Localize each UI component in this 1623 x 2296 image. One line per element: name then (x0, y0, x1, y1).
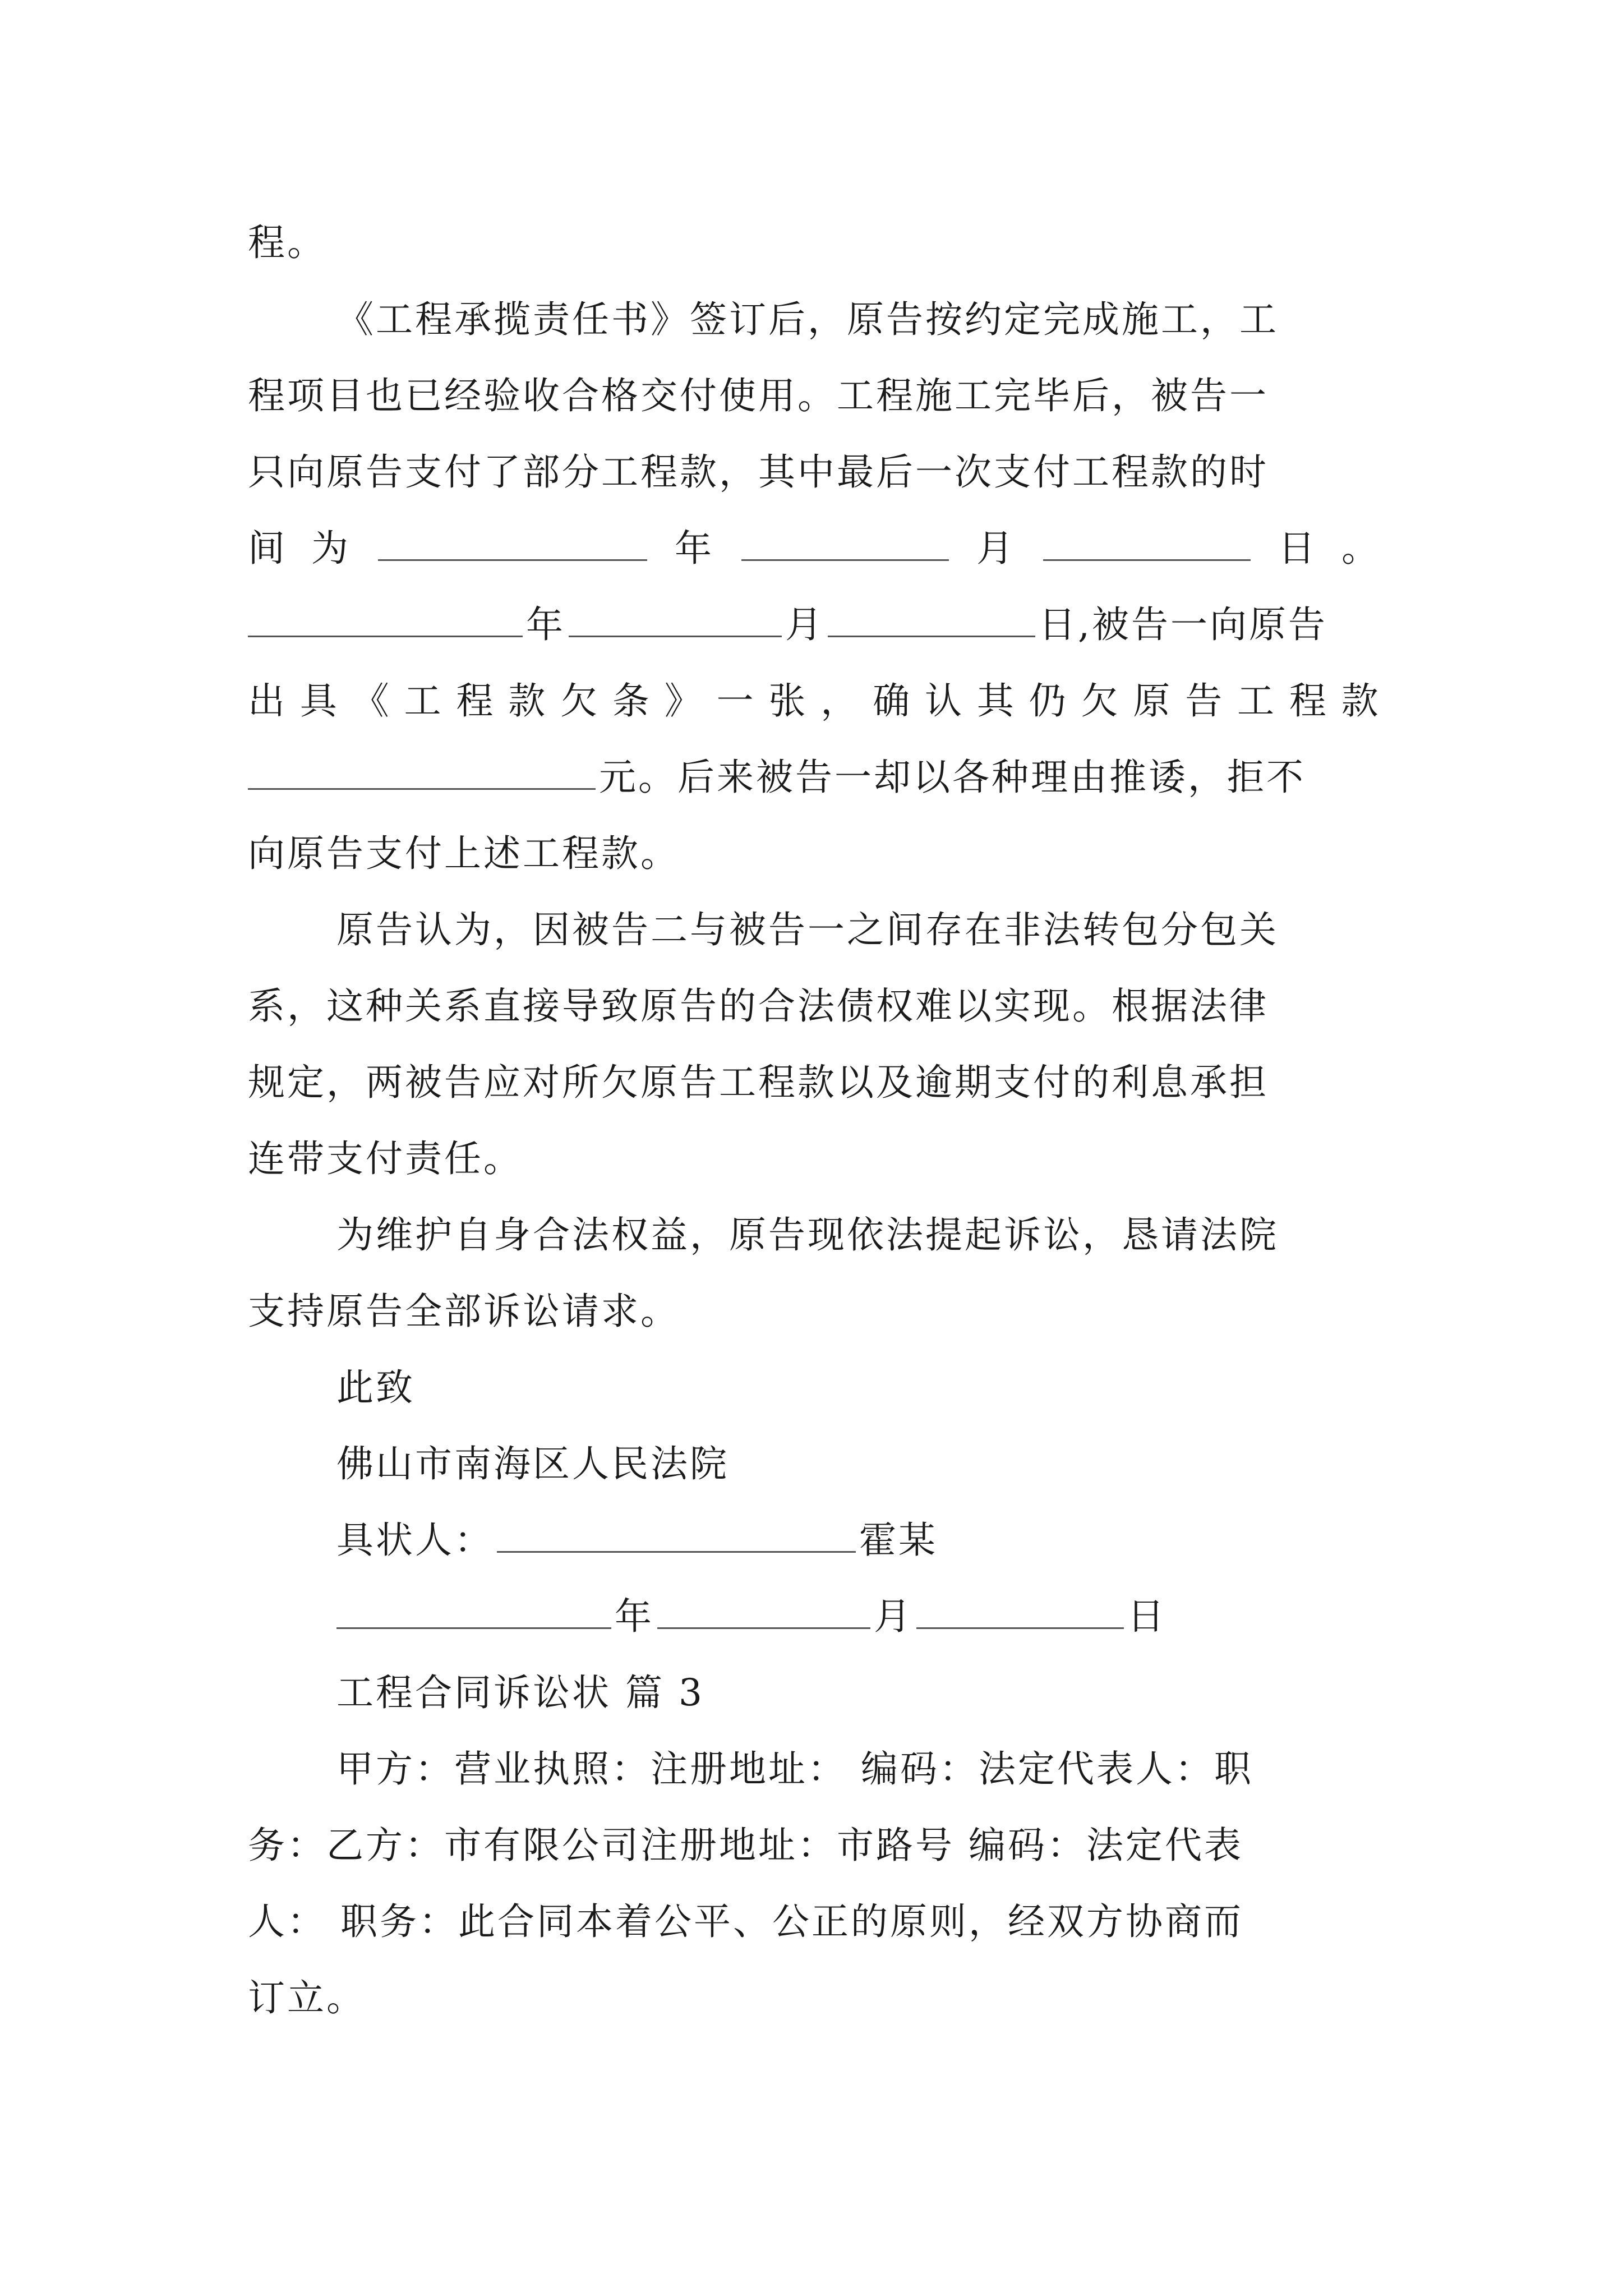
text-line-8 (248, 738, 1381, 817)
text: 为 (311, 527, 351, 570)
char: 条 (612, 679, 652, 723)
text-line-1 (248, 204, 1381, 282)
char: ， (820, 679, 860, 723)
text: 具状人： (336, 1519, 494, 1562)
text: 日 (1278, 527, 1317, 570)
text-line-10 (248, 891, 1381, 969)
text-line-15 (248, 1272, 1381, 1351)
text-line-19 (248, 1577, 1381, 1656)
char: 程 (456, 679, 496, 723)
text-line-23 (248, 1883, 1381, 1961)
char: 程 (1289, 679, 1329, 723)
text: 月 (874, 1595, 913, 1638)
text-line-21 (248, 1730, 1381, 1809)
section-heading: 工程合同诉讼状 篇 3 (336, 1671, 704, 1714)
text: 日 (1127, 1595, 1166, 1638)
char: 款 (508, 679, 548, 723)
text: 程。 (248, 221, 326, 264)
text: 程项目也已经验收合格交付使用。工程施工完毕后，被告一 (248, 374, 1269, 417)
text: 月 (976, 527, 1016, 570)
char: 款 (1341, 679, 1381, 723)
text: 年 (615, 1595, 654, 1638)
blank-field (569, 599, 782, 637)
text-line-14 (248, 1196, 1381, 1274)
char: 欠 (560, 679, 600, 723)
text: 霍某 (859, 1519, 938, 1562)
text: 连带支付责任。 (248, 1137, 523, 1180)
text: 月 (785, 603, 824, 646)
char: 欠 (1081, 679, 1121, 723)
char: 其 (976, 679, 1016, 723)
blank-field (248, 751, 596, 790)
text-line-16 (248, 1349, 1381, 1427)
text-line-6 (248, 586, 1381, 664)
char: 仍 (1029, 679, 1068, 723)
text-line-4 (248, 433, 1381, 512)
text: 原告认为，因被告二与被告一之间存在非法转包分包关 (336, 908, 1279, 951)
text-line-20 (248, 1654, 1381, 1732)
char: 原 (1133, 679, 1173, 723)
text: 向原告支付上述工程款。 (248, 832, 680, 875)
text-line-12 (248, 1043, 1381, 1122)
text-line-5 (248, 509, 1381, 588)
blank-field (657, 1590, 870, 1629)
text: 日,被告一向原告 (1039, 603, 1327, 646)
text: 为维护自身合法权益，原告现依法提起诉讼，恳请法院 (336, 1213, 1279, 1257)
text: 年 (675, 527, 714, 570)
char: 工 (1237, 679, 1277, 723)
text: 人： 职务：此合同本着公平、公正的原则，经双方协商而 (248, 1900, 1243, 1943)
text: 系，这种关系直接导致原告的合法债权难以实现。根据法律 (248, 984, 1269, 1028)
text-line-7 (248, 662, 1381, 740)
char: 告 (1185, 679, 1225, 723)
blank-field (741, 522, 949, 561)
blank-field (336, 1590, 611, 1629)
text-line-2 (248, 280, 1381, 359)
text-line-17 (248, 1425, 1381, 1503)
text: 甲方：营业执照：注册地址： 编码：法定代表人：职 (336, 1747, 1253, 1791)
blank-field (828, 599, 1035, 637)
text: 年 (526, 603, 565, 646)
text-line-22 (248, 1806, 1381, 1885)
char: 一 (716, 679, 756, 723)
text: 此致 (336, 1366, 415, 1409)
text: 元。后来被告一却以各种理由推诿，拒不 (599, 756, 1306, 799)
text-line-24 (248, 1959, 1381, 2037)
char: 具 (299, 679, 339, 723)
text: 支持原告全部诉讼请求。 (248, 1290, 680, 1333)
blank-field (916, 1590, 1124, 1629)
blank-field (248, 599, 523, 637)
blank-field (1043, 522, 1251, 561)
text: 只向原告支付了部分工程款，其中最后一次支付工程款的时 (248, 450, 1269, 494)
char: 认 (924, 679, 964, 723)
char: 《 (352, 679, 391, 723)
text-line-3 (248, 357, 1381, 435)
text-line-9 (248, 815, 1381, 893)
char: 确 (873, 679, 912, 723)
text: 间 (248, 527, 287, 570)
text: 佛山市南海区人民法院 (336, 1442, 729, 1485)
char: 张 (768, 679, 808, 723)
blank-field (497, 1514, 856, 1553)
text: 。 (1341, 527, 1381, 570)
text-line-13 (248, 1120, 1381, 1198)
text-line-18 (248, 1501, 1381, 1580)
text-line-11 (248, 967, 1381, 1046)
char: 》 (664, 679, 704, 723)
char: 出 (248, 679, 287, 723)
text: 规定，两被告应对所欠原告工程款以及逾期支付的利息承担 (248, 1061, 1269, 1104)
text: 订立。 (248, 1976, 366, 2019)
char: 工 (404, 679, 444, 723)
text: 务：乙方：市有限公司注册地址：市路号 编码：法定代表 (248, 1824, 1243, 1867)
blank-field (378, 522, 647, 561)
text: 《工程承揽责任书》签订后，原告按约定完成施工，工 (336, 298, 1279, 341)
